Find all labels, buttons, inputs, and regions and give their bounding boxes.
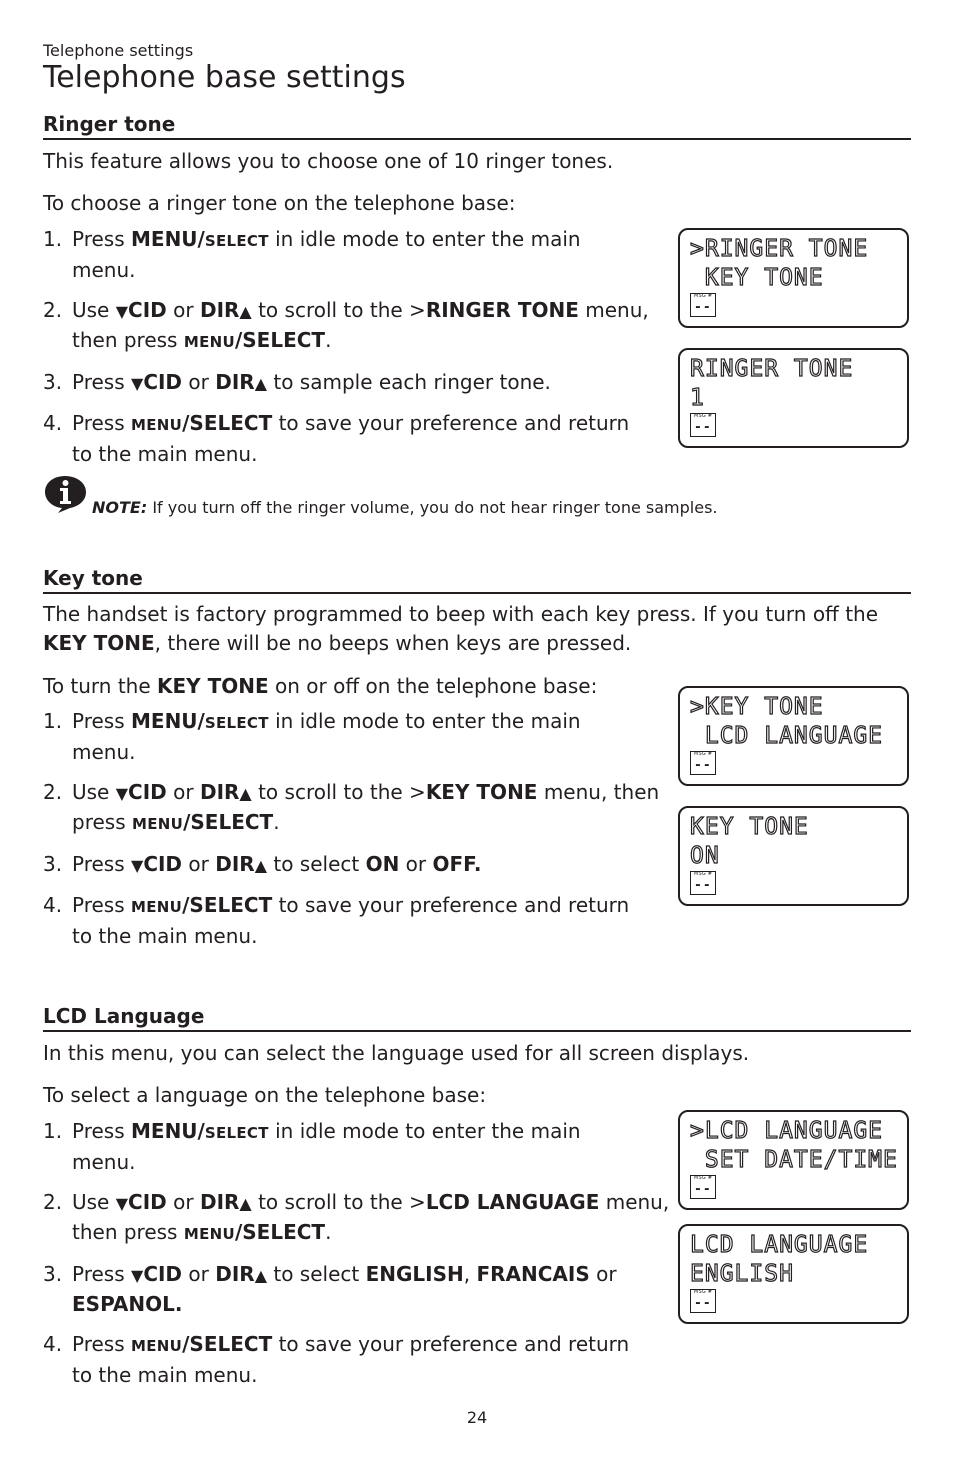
up-arrow-icon: ▲ xyxy=(254,856,267,875)
up-arrow-icon: ▲ xyxy=(239,302,252,321)
down-arrow-icon: ▼ xyxy=(115,1194,129,1213)
step-item: 1. Press MENU/SELECT in idle mode to enter the main menu. xyxy=(43,1119,581,1174)
ringer-steps xyxy=(43,225,649,480)
message-counter: MSG # -- xyxy=(690,293,716,317)
step-item: 2. Use ▼CID or DIR▲ to scroll to the >KEY TONE menu, then press MENU/SELECT. xyxy=(43,780,660,834)
step-item: 4. Press MENU/SELECT to save your preference and return to the main menu. xyxy=(43,1332,630,1387)
language-steps xyxy=(43,1117,673,1401)
step-item: 2. Use ▼CID or DIR▲ to scroll to the >LCD LANGUAGE menu, then press MENU/SELECT. xyxy=(43,1190,670,1244)
section-heading-key-tone: Key tone xyxy=(43,566,911,594)
lcd-screen xyxy=(678,806,909,906)
step-item: 1. Press MENU/SELECT in idle mode to enter the main menu. xyxy=(43,709,581,764)
message-counter: MSG # -- xyxy=(690,1289,716,1313)
keytone-lead: To turn the KEY TONE on or off on the telephone base: xyxy=(43,674,598,698)
section-heading-lcd-language: LCD Language xyxy=(43,1004,911,1032)
lcd-line: 1 xyxy=(690,385,705,411)
lcd-screen xyxy=(678,1110,909,1210)
language-intro: In this menu, you can select the language used for all screen displays. xyxy=(43,1041,750,1065)
info-icon xyxy=(43,474,88,514)
ringer-intro: This feature allows you to choose one of 10 ringer tones. xyxy=(43,149,614,173)
lcd-line: LCD LANGUAGE xyxy=(690,723,884,749)
lcd-line: ON xyxy=(690,843,720,869)
message-counter: MSG # -- xyxy=(690,871,716,895)
lcd-line: KEY TONE xyxy=(690,814,809,840)
note: NOTE: If you turn off the ringer volume, you do not hear ringer tone samples. xyxy=(92,498,718,517)
keytone-intro: The handset is factory programmed to beep with each key press. If you turn off the KEY TONE, there will be no beeps when keys are pressed. xyxy=(43,602,879,655)
down-arrow-icon: ▼ xyxy=(131,1266,144,1285)
breadcrumb: Telephone settings xyxy=(43,41,194,60)
ringer-lead: To choose a ringer tone on the telephone base: xyxy=(43,191,516,215)
step-item: 3. Press ▼CID or DIR▲ to sample each ringer tone. xyxy=(43,370,551,394)
lcd-line: SET DATE/TIME xyxy=(690,1147,898,1173)
up-arrow-icon: ▲ xyxy=(254,1266,267,1285)
step-item: 3. Press ▼CID or DIR▲ to select ENGLISH, FRANCAIS or ESPANOL. xyxy=(43,1262,617,1316)
step-item: 4. Press MENU/SELECT to save your preference and return to the main menu. xyxy=(43,893,630,948)
down-arrow-icon: ▼ xyxy=(131,374,144,393)
page-title: Telephone base settings xyxy=(43,60,406,95)
lcd-line: KEY TONE xyxy=(690,265,824,291)
step-item: 3. Press ▼CID or DIR▲ to select ON or OFF. xyxy=(43,852,482,876)
message-counter: MSG # -- xyxy=(690,1175,716,1199)
page-number: 24 xyxy=(466,1408,488,1427)
section-heading-ringer-tone: Ringer tone xyxy=(43,112,911,140)
lcd-line: RINGER TONE xyxy=(690,356,854,382)
lcd-line: >KEY TONE xyxy=(690,694,824,720)
up-arrow-icon: ▲ xyxy=(239,1194,252,1213)
lcd-line: >RINGER TONE xyxy=(690,236,869,262)
step-item: 1. Press MENU/SELECT in idle mode to enter the main menu. xyxy=(43,227,581,282)
step-item: 2. Use ▼CID or DIR▲ to scroll to the >RINGER TONE menu, then press MENU/SELECT. xyxy=(43,298,649,352)
lcd-line: ENGLISH xyxy=(690,1261,794,1287)
lcd-line: LCD LANGUAGE xyxy=(690,1232,869,1258)
language-lead: To select a language on the telephone base: xyxy=(43,1083,487,1107)
step-item: 4. Press MENU/SELECT to save your preference and return to the main menu. xyxy=(43,411,630,466)
lcd-screen xyxy=(678,348,909,448)
lcd-line: >LCD LANGUAGE xyxy=(690,1118,884,1144)
down-arrow-icon: ▼ xyxy=(115,302,129,321)
down-arrow-icon: ▼ xyxy=(131,856,144,875)
up-arrow-icon: ▲ xyxy=(239,784,252,803)
lcd-screen xyxy=(678,1224,909,1324)
keytone-steps xyxy=(43,707,673,962)
lcd-screen xyxy=(678,686,909,786)
lcd-screen xyxy=(678,228,909,328)
message-counter: MSG # -- xyxy=(690,413,716,437)
up-arrow-icon: ▲ xyxy=(254,374,267,393)
message-counter: MSG # -- xyxy=(690,751,716,775)
down-arrow-icon: ▼ xyxy=(115,784,129,803)
